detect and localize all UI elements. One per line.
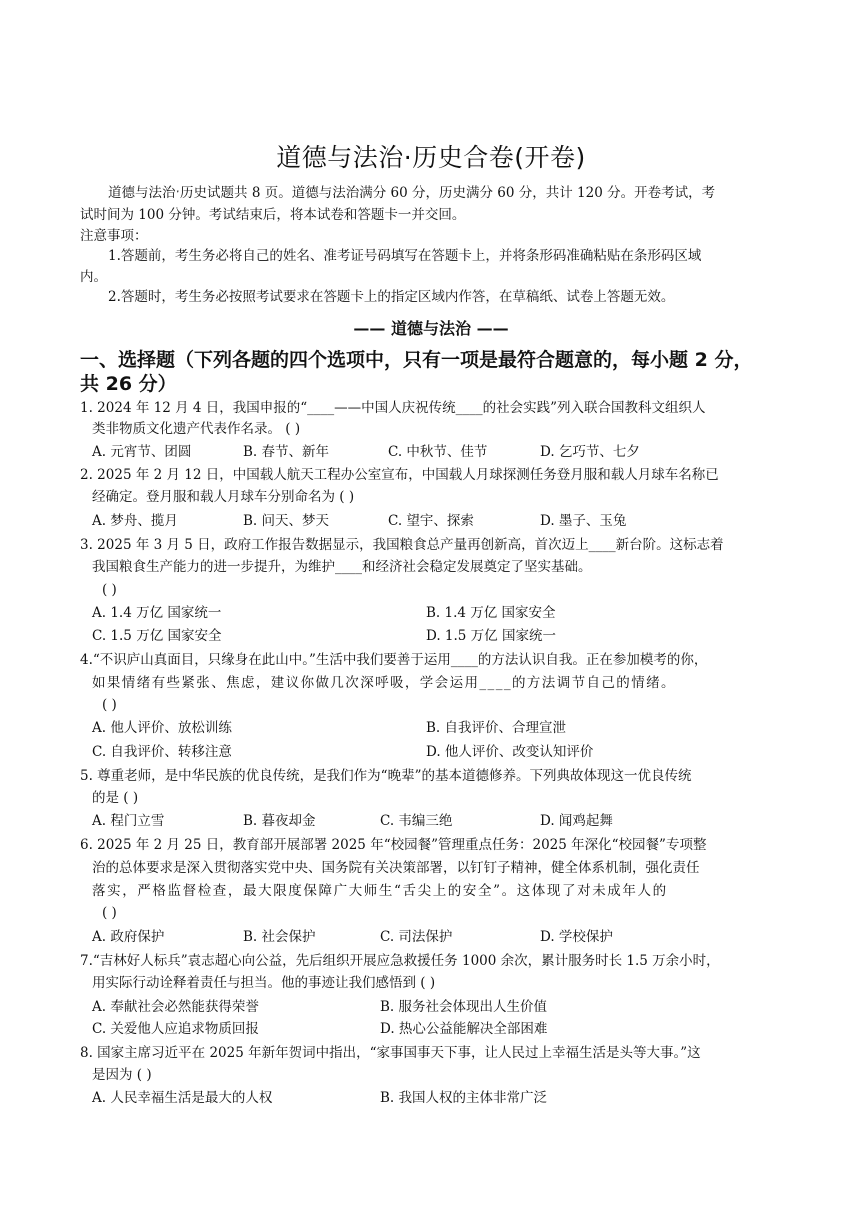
question-type-line-2: 共 26 分）	[80, 373, 177, 395]
q7-option-a[interactable]: A. 奉献社会必然能获得荣誉	[92, 999, 259, 1015]
q1-option-b[interactable]: B. 春节、新年	[243, 444, 330, 460]
notice-label: 注意事项：	[80, 228, 148, 244]
question-6-answer-paren: ( )	[102, 905, 117, 921]
question-6-stem-cont-2: 落实，严格监督检查，最大限度保障广大师生“舌尖上的安全”。这体现了对未成年人的	[92, 883, 668, 899]
q2-option-c[interactable]: C. 望宇、探索	[388, 513, 474, 529]
q5-option-c[interactable]: C. 韦编三绝	[380, 813, 453, 829]
page-title: 道德与法治·历史合卷(开卷)	[276, 143, 586, 172]
question-6-stem: 6. 2025 年 2 月 25 日，教育部开展部署 2025 年“校园餐”管理重点任务：2025 年深化“校园餐”专项整	[80, 837, 707, 853]
q5-option-a[interactable]: A. 程门立雪	[92, 813, 165, 829]
section-title: —— 道德与法治 ——	[353, 319, 509, 338]
question-8-stem-cont: 是因为 ( )	[92, 1067, 152, 1083]
q6-option-c[interactable]: C. 司法保护	[380, 929, 453, 945]
intro-line-1: 道德与法治ˑ历史试题共 8 页。道德与法治满分 60 分，历史满分 60 分，共计 120 分。开卷考试，考	[108, 185, 716, 201]
question-5-stem: 5. 尊重老师，是中华民族的优良传统，是我们作为“晚辈”的基本道德修养。下列典故体现这一优良传统	[80, 768, 692, 784]
q6-option-a[interactable]: A. 政府保护	[92, 929, 165, 945]
notice-item-1: 1.答题前，考生务必将自己的姓名、准考证号码填写在答题卡上，并将条形码准确粘贴在条形码区域	[108, 248, 702, 264]
q4-option-d[interactable]: D. 他人评价、改变认知评价	[426, 744, 594, 760]
q4-option-b[interactable]: B. 自我评价、合理宣泄	[426, 720, 567, 736]
q8-option-b[interactable]: B. 我国人权的主体非常广泛	[380, 1090, 548, 1106]
question-7-stem-cont: 用实际行动诠释着责任与担当。他的事迹让我们感悟到 ( )	[92, 975, 436, 991]
q3-option-a[interactable]: A. 1.4 万亿 国家统一	[92, 605, 222, 621]
question-2-stem: 2. 2025 年 2 月 12 日，中国载人航天工程办公室宣布，中国载人月球探测任务登月服和载人月球车名称已	[80, 467, 719, 483]
q4-option-c[interactable]: C. 自我评价、转移注意	[92, 744, 232, 760]
question-8-stem: 8. 国家主席习近平在 2025 年新年贺词中指出，“家事国事天下事，让人民过上幸福生活是头等大事。”这	[80, 1045, 701, 1061]
question-4-stem: 4.“不识庐山真面目，只缘身在此山中。”生活中我们要善于运用____的方法认识自我。正在参加模考的你，	[80, 652, 708, 668]
q7-option-c[interactable]: C. 关爱他人应追求物质回报	[92, 1021, 259, 1037]
q1-option-c[interactable]: C. 中秋节、佳节	[388, 444, 488, 460]
question-4-stem-cont: 如果情绪有些紧张、焦虑，建议你做几次深呼吸，学会运用____的方法调节自己的情绪。	[92, 675, 676, 691]
q1-option-d[interactable]: D. 乞巧节、七夕	[540, 444, 640, 460]
question-1-stem-cont: 类非物质文化遗产代表作名录。 ( )	[92, 421, 301, 437]
q2-option-a[interactable]: A. 梦舟、揽月	[92, 513, 178, 529]
q7-option-b[interactable]: B. 服务社会体现出人生价值	[380, 999, 548, 1015]
q2-option-b[interactable]: B. 问天、梦天	[243, 513, 330, 529]
question-7-stem: 7.“吉林好人标兵”袁志超心向公益，先后组织开展应急救援任务 1000 余次，累计服务时长 1.5 万余小时，	[80, 953, 720, 969]
q3-option-d[interactable]: D. 1.5 万亿 国家统一	[426, 628, 556, 644]
question-6-stem-cont-1: 治的总体要求是深入贯彻落实党中央、国务院有关决策部署，以钉钉子精神，健全体系机制，强化责任	[92, 860, 700, 876]
q5-option-b[interactable]: B. 暮夜却金	[243, 813, 316, 829]
question-3-stem-cont: 我国粮食生产能力的进一步提升，为维护____和经济社会稳定发展奠定了坚实基础。	[92, 559, 592, 575]
question-4-answer-paren: ( )	[102, 697, 117, 713]
q3-option-c[interactable]: C. 1.5 万亿 国家安全	[92, 628, 222, 644]
question-type-line-1: 一、选择题（下列各题的四个选项中，只有一项是最符合题意的，每小题 2 分，	[80, 349, 753, 371]
question-2-stem-cont: 经确定。登月服和载人月球车分别命名为 ( )	[92, 489, 355, 505]
q8-option-a[interactable]: A. 人民幸福生活是最大的人权	[92, 1090, 273, 1106]
question-3-answer-paren: ( )	[102, 582, 117, 598]
q1-option-a[interactable]: A. 元宵节、团圆	[92, 444, 192, 460]
notice-item-2: 2.答题时，考生务必按照考试要求在答题卡上的指定区域内作答，在草稿纸、试卷上答题无效。	[108, 289, 675, 305]
notice-item-1-cont: 内。	[80, 269, 107, 285]
intro-line-2: 试时间为 100 分钟。考试结束后，将本试卷和答题卡一并交回。	[80, 207, 466, 223]
question-3-stem: 3. 2025 年 3 月 5 日，政府工作报告数据显示，我国粮食总产量再创新高，首次迈上____新台阶。这标志着	[80, 537, 724, 553]
q3-option-b[interactable]: B. 1.4 万亿 国家安全	[426, 605, 556, 621]
q4-option-a[interactable]: A. 他人评价、放松训练	[92, 720, 232, 736]
q6-option-d[interactable]: D. 学校保护	[540, 929, 613, 945]
q5-option-d[interactable]: D. 闻鸡起舞	[540, 813, 613, 829]
q7-option-d[interactable]: D. 热心公益能解决全部困难	[380, 1021, 548, 1037]
q2-option-d[interactable]: D. 墨子、玉兔	[540, 513, 627, 529]
q6-option-b[interactable]: B. 社会保护	[243, 929, 316, 945]
question-1-stem: 1. 2024 年 12 月 4 日，我国申报的“____——中国人庆祝传统____的社会实践”列入联合国教科文组织人	[80, 400, 706, 416]
question-5-stem-cont: 的是 ( )	[92, 790, 139, 806]
